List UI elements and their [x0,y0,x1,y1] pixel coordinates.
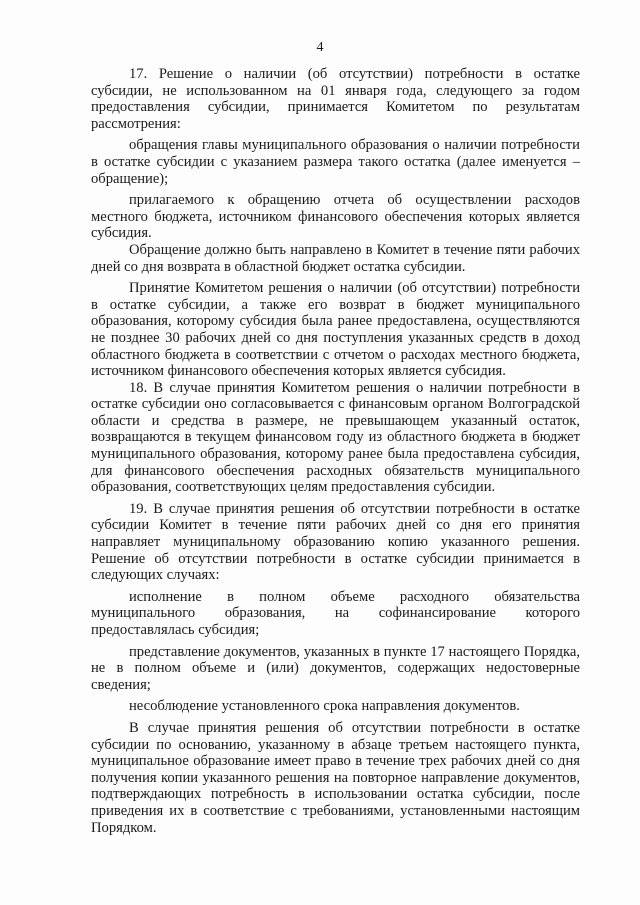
paragraph-17-intro: 17. Решение о наличии (об отсутствии) потребности в остатке субсидии, не использованном на 01 января года, следующего за годом предоставления субсидии, принимается Комитетом по результатам рассмотрения: [91,66,580,132]
paragraph-17-deadline: Обращение должно быть направлено в Комитет в течение пяти рабочих дней со дня возврата в областной бюджет остатка субсидии. [91,241,580,275]
paragraph-19-case-documents: представление документов, указанных в пункте 17 настоящего Порядка, не в полном объеме и (или) документов, содержащих недостоверные сведения; [91,643,580,693]
paragraph-17-decision: Принятие Комитетом решения о наличии (об отсутствии) потребности в остатке субсидии, а также его возврат в бюджет муниципального образования, которому субсидия была ранее предоставлена, осуществляются не позднее 30 рабочих дней со дня поступления указанных средств в доход областного бюджета в соответствии с отчетом о расходах местного бюджета, источником финансового обеспечения которых является субсидия. [91,280,580,380]
paragraph-19-intro: 19. В случае принятия решения об отсутствии потребности в остатке субсидии Комитет в течение пяти рабочих дней со дня его принятия направляет муниципальному образованию копию указанного решения. Решение об отсутствии потребности в остатке субсидии принимается в следующих случаях: [91,500,580,584]
paragraph-19-case-execution: исполнение в полном объеме расходного обязательства муниципального образования, на софинансирование которого предоставлялась субсидия; [91,588,580,638]
document-body [91,66,580,836]
paragraph-19-resubmission: В случае принятия решения об отсутствии потребности в остатке субсидии по основанию, указанному в абзаце третьем настоящего пункта, муниципальное образование имеет право в течение трех рабочих дней со дня получения копии указанного решения на повторное направление документов, подтверждающих потребность в использовании остатка субсидии, после приведения их в соответствие с требованиями, установленными настоящим Порядком. [91,719,580,836]
paragraph-19-case-deadline: несоблюдение установленного срока направления документов. [129,698,520,715]
paragraph-17-item-report: прилагаемого к обращению отчета об осуществлении расходов местного бюджета, источником финансового обеспечения которых является субсидия. [91,192,580,242]
page-number: 4 [316,40,324,55]
paragraph-17-item-appeal: обращения главы муниципального образования о наличии потребности в остатке субсидии с указанием размера такого остатка (далее именуется – обращение); [91,137,580,187]
paragraph-18: 18. В случае принятия Комитетом решения о наличии потребности в остатке субсидии оно согласовывается с финансовым органом Волгоградской области и средства в размере, не превышающем указанный остаток, возвращаются в текущем финансовом году из областного бюджета в бюджет муниципального образования, которому ранее была предоставлена субсидия, для финансового обеспечения расходных обязательств муниципального образования, соответствующих целям предоставления субсидии. [91,379,580,496]
